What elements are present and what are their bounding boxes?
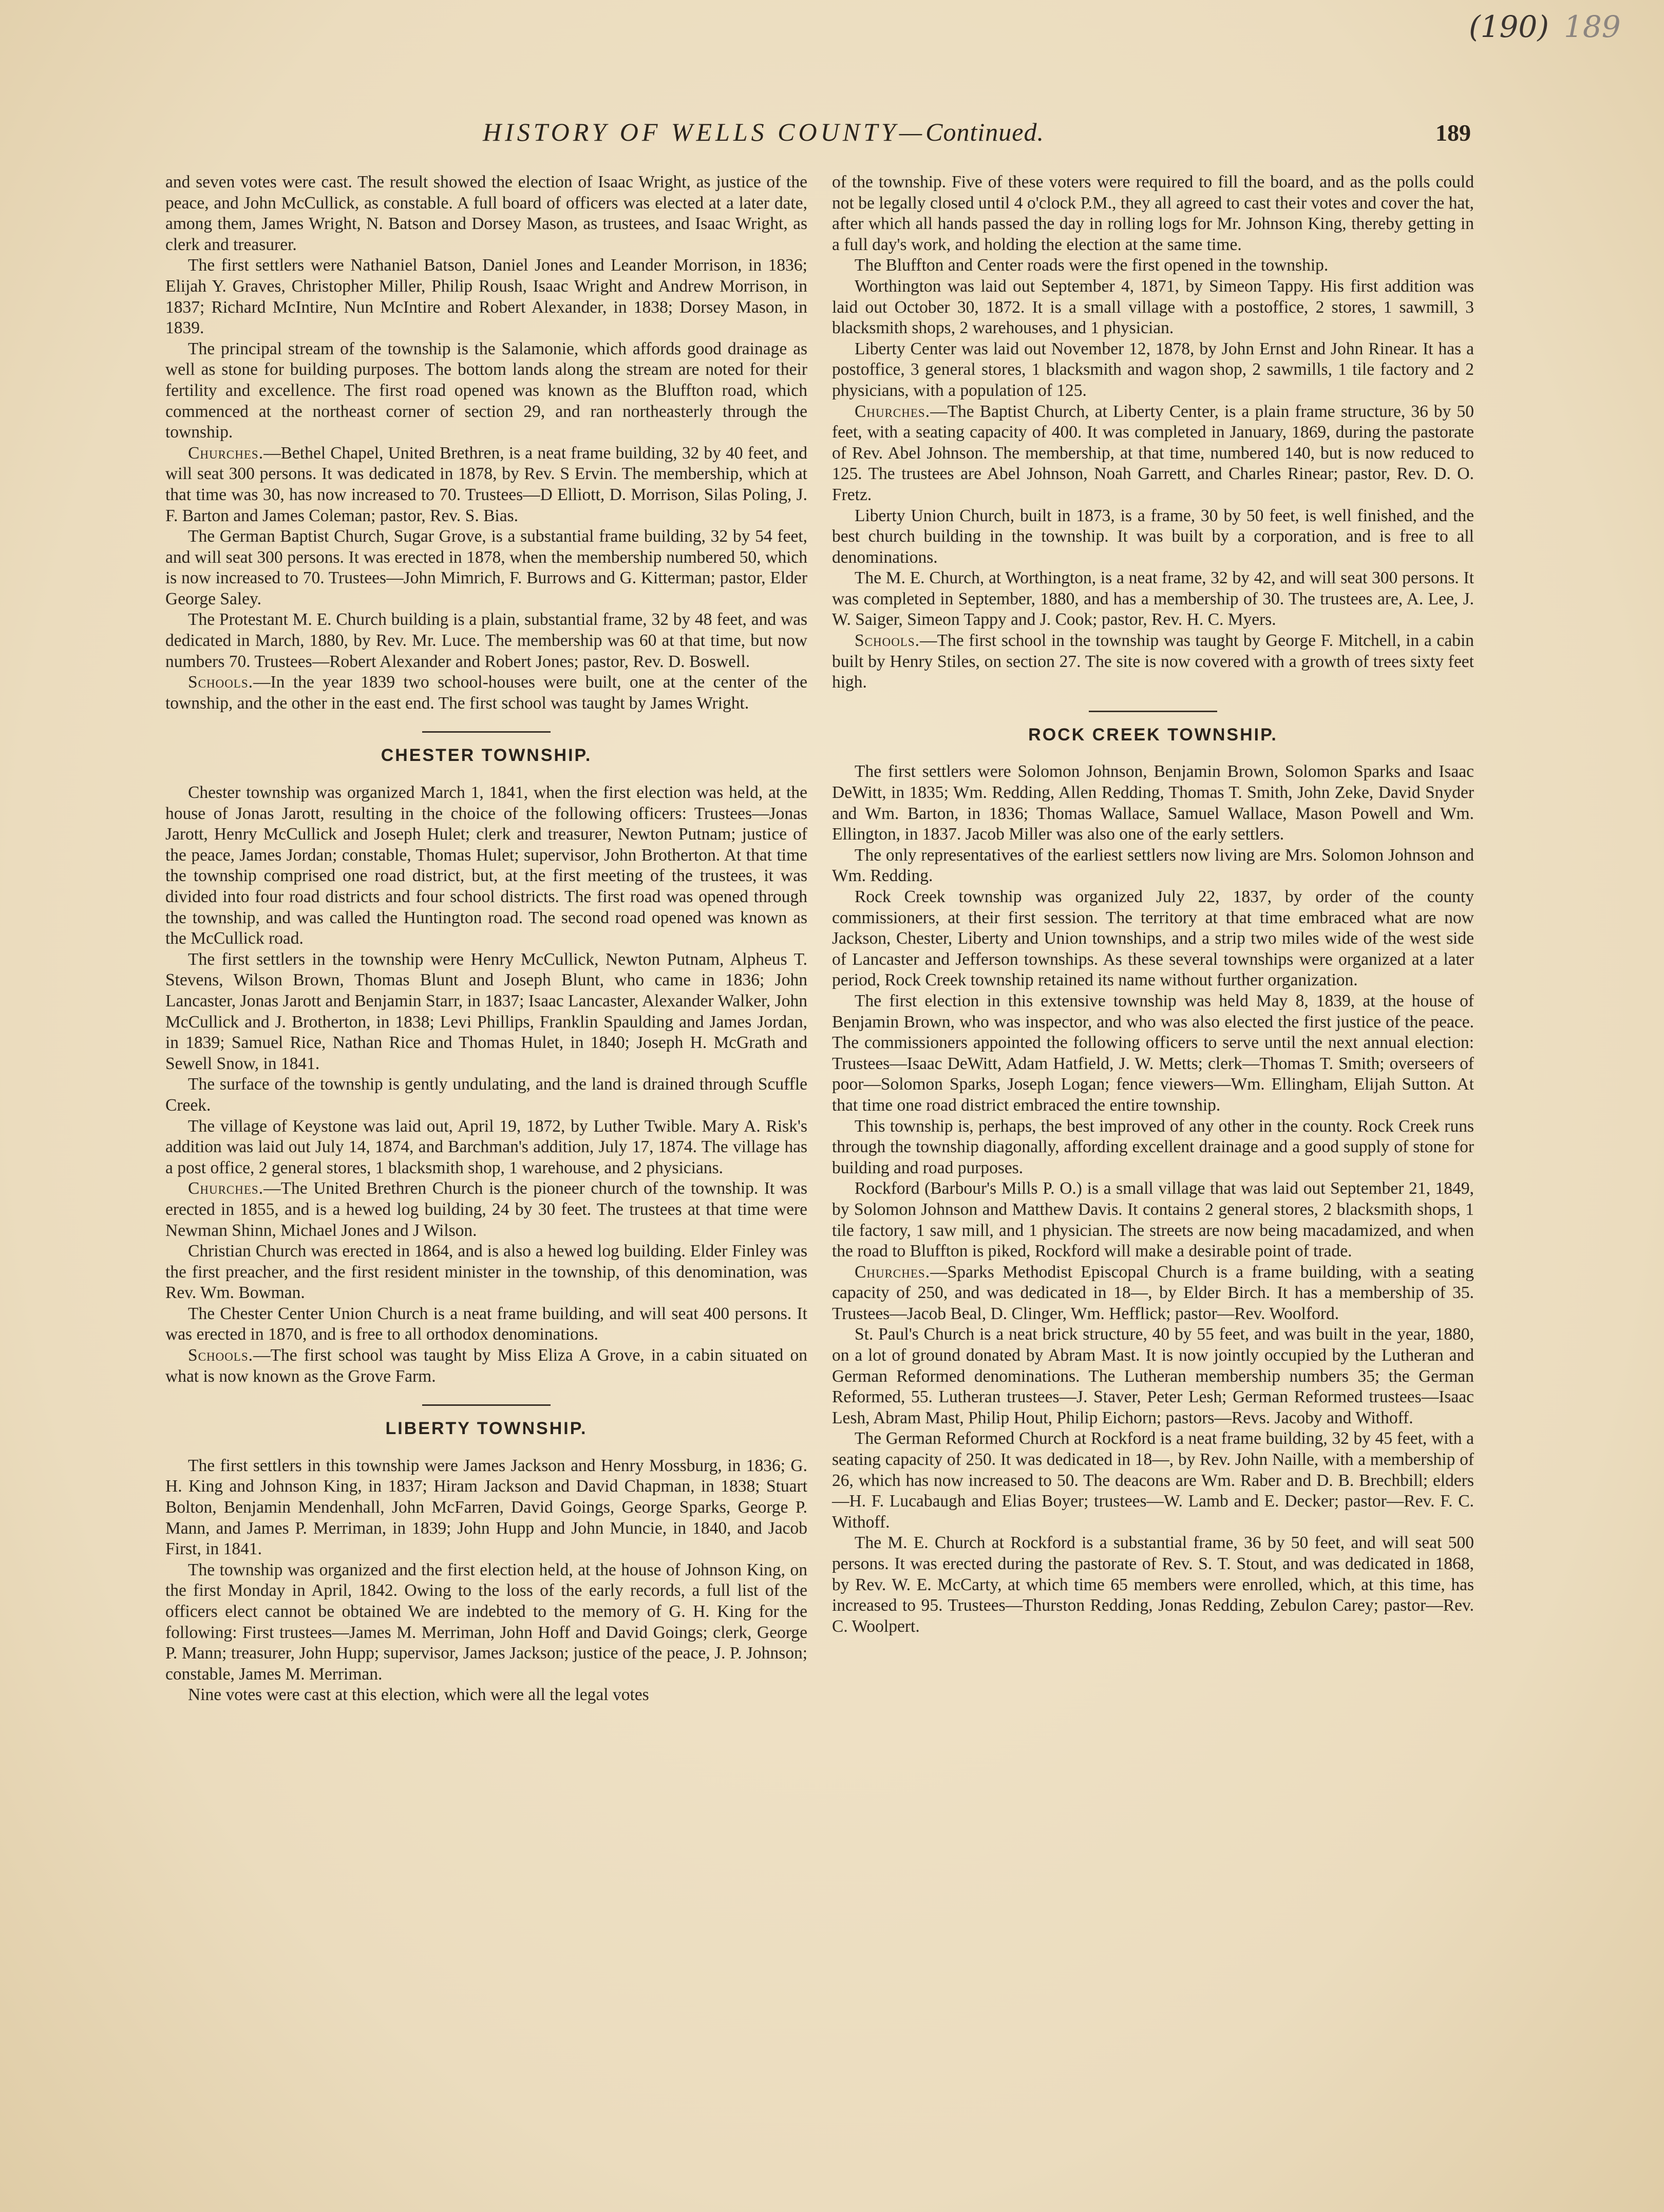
paragraph: The principal stream of the township is the Salamonie, which affords good drainage as well as stone for building purposes. The bottom lands along the stream are noted for their fertility and excellence. The first road opened was known as the Bluffton road, which commenced at the northeast corner of section 29, and ran northeasterly through the township. [165,339,807,442]
section-divider [422,731,551,733]
paragraph: The first settlers in the township were Henry McCullick, Newton Putnam, Alpheus T. Stevens, Wilson Brown, Thomas Blunt and Joseph Blunt, who came in 1836; John Lancaster, Jonas Jarott and Benjamin Starr, in 1837; Isaac Lancaster, Alexander Walker, John McCullick and J. Brotherton, in 1838; Levi Phillips, Franklin Spaulding and James Jordan, in 1839; Samuel Rice, Nathan Rice and Thomas Hulet, in 1840; Joseph H. McGrath and Sewell Snow, in 1841. [165,949,807,1073]
paragraph: The first election in this extensive township was held May 8, 1839, at the house of Benjamin Brown, who was inspector, and who was also elected the first justice of the peace. The commissioners appointed the following officers to serve until the next annual election: Trustees—Isaac DeWitt, Adam Hatfield, J. W. Metts; clerk—Thomas T. Smith; overseers of poor—Solomon Sparks, Joseph Logan; fence viewers—Wm. Ellingham, Elijah Sutton. At that time one road district embraced the entire township. [832,991,1474,1115]
run-in-heading: Churches. [188,1179,264,1198]
paragraph: The village of Keystone was laid out, April 19, 1872, by Luther Twible. Mary A. Risk's addition was laid out July 14, 1874, and Barchman's addition, July 17, 1874. The village has a post office, 2 general stores, 1 blacksmith shop, 1 warehouse, and 2 physicians. [165,1116,807,1177]
paragraph: The first settlers were Solomon Johnson, Benjamin Brown, Solomon Sparks and Isaac DeWitt, in 1835; Wm. Redding, Allen Redding, Thomas T. Smith, John Zeke, David Snyder and Wm. Barton, in 1836; Thomas Wallace, Samuel Wallace, Mason Powell and Wm. Ellington, in 1837. Jacob Miller was also one of the early settlers. [832,762,1474,844]
paragraph: Schools.—The first school was taught by Miss Eliza A Grove, in a cabin situated on what is now known as the Grove Farm. [165,1346,807,1386]
paragraph: The Protestant M. E. Church building is a plain, substantial frame, 32 by 48 feet, and was dedicated in March, 1880, by Rev. Mr. Luce. The membership was 60 at that time, but now numbers 70. Trustees—Robert Alexander and Robert Jones; pastor, Rev. D. Boswell. [165,610,807,671]
paragraph: The first settlers in this township were James Jackson and Henry Mossburg, in 1836; G. H. King and Johnson King, in 1837; Hiram Jackson and David Chapman, in 1838; Stuart Bolton, Benjamin Mendenhall, John McFarren, David Goings, George Sparks, George P. Mann, and James P. Merriman, in 1839; John Hupp and John Muncie, in 1840, and Jacob First, in 1841. [165,1456,807,1559]
paragraph: The surface of the township is gently undulating, and the land is drained through Scuffle Creek. [165,1075,807,1115]
paragraph: Churches.—The United Brethren Church is the pioneer church of the township. It was erected in 1855, and is a hewed log building, 24 by 30 feet. The trustees at that time were Newman Shinn, Michael Jones and J Wilson. [165,1179,807,1240]
section-divider [1089,711,1217,712]
paragraph: The German Baptist Church, Sugar Grove, is a substantial frame building, 32 by 54 feet, and will seat 300 persons. It was erected in 1878, when the membership numbered 50, which is now increased to 70. Trustees—John Mimrich, F. Burrows and G. Kitterman; pastor, Elder George Saley. [165,527,807,608]
pencil-annotation-left: (190) [1469,9,1549,44]
paragraph: The M. E. Church, at Worthington, is a neat frame, 32 by 42, and will seat 300 persons. It was completed in September, 1880, and has a membership of 30. The trustees are, A. Lee, J. W. Saiger, Simeon Tappy and J. Cook; pastor, Rev. H. C. Myers. [832,568,1474,630]
paragraph: Churches.—Sparks Methodist Episcopal Church is a frame building, with a seating capacity of 250, and was dedicated in 18—, by Elder Birch. It has a membership of 35. Trustees—Jacob Beal, D. Clinger, Wm. Hefflick; pastor—Rev. Woolford. [832,1262,1474,1323]
paragraph: Schools.—The first school in the township was taught by George F. Mitchell, in a cabin built by Henry Stiles, on section 27. The site is now covered with a growth of trees sixty feet high. [832,631,1474,692]
paragraph: of the township. Five of these voters were required to fill the board, and as the polls could not be legally closed until 4 o'clock P.M., they all agreed to cast their votes and cover the hat, after which all hands passed the day in rolling logs for Mr. Johnson King, thereby getting in a full day's work, and holding the election at the same time. [832,173,1474,254]
running-header [483,117,1263,147]
paragraph: This township is, perhaps, the best improved of any other in the county. Rock Creek runs through the township diagonally, affording excellent drainage and a good supply of stone for building and road purposes. [832,1116,1474,1177]
pencil-annotation-right: 189 [1564,9,1621,44]
paragraph: The first settlers were Nathaniel Batson, Daniel Jones and Leander Morrison, in 1836; Elijah Y. Graves, Christopher Miller, Philip Roush, Isaac Wright and Andrew Morrison, in 1837; Richard McIntire, Nun McIntire and Robert Alexander, in 1838; Dorsey Mason, in 1839. [165,256,807,338]
paragraph: The M. E. Church at Rockford is a substantial frame, 36 by 50 feet, and will seat 500 persons. It was erected during the pastorate of Rev. S. T. Stout, and was dedicated in 1868, by Rev. W. E. McCarty, at which time 65 members were enrolled, which, at this time, has increased to 95. Trustees—Thurston Redding, Jonas Redding, Zebulon Carey; pastor—Rev. C. Woolpert. [832,1533,1474,1636]
run-in-heading: Churches. [855,1262,931,1282]
paragraph: The township was organized and the first election held, at the house of Johnson King, on the first Monday in April, 1842. Owing to the loss of the early records, a full list of the officers elect cannot be obtained We are indebted to the memory of G. H. King for the following: First trustees—James M. Merriman, John Hoff and David Goings; clerk, George P. Mann; treasurer, John Hupp; supervisor, James Jackson; justice of the peace, J. P. Johnson; constable, James M. Merriman. [165,1560,807,1684]
paragraph: St. Paul's Church is a neat brick structure, 40 by 55 feet, and was built in the year, 1880, on a lot of ground donated by Abram Mast. It is now jointly occupied by the Lutheran and German Reformed denominations. The Lutheran membership numbers 35; the German Reformed, 55. Lutheran trustees—J. Staver, Peter Lesh; German Reformed trustees—Isaac Lesh, Abram Mast, Philip Hout, Philip Eichorn; pastors—Revs. Jacoby and Withoff. [832,1325,1474,1427]
run-in-heading: Churches. [855,402,931,421]
header-continued: Continued. [925,118,1044,146]
paragraph: Rock Creek township was organized July 22, 1837, by order of the county commissioners, at their first session. The territory at that time embraced what are now Jackson, Chester, Liberty and Union townships, and a strip two miles wide of the west side of Lancaster and Jefferson townships. As these several townships were organized at a later period, Rock Creek township retained its name without further organization. [832,887,1474,990]
section-title-chester: CHESTER TOWNSHIP. [381,746,592,766]
section-divider [422,1404,551,1406]
paragraph: Rockford (Barbour's Mills P. O.) is a small village that was laid out September 21, 1849, by Solomon Johnson and Matthew Davis. It contains 2 general stores, 2 blacksmith shops, 1 tile factory, 1 saw mill, and 1 physician. The streets are now being macadamized, and when the road to Bluffton is piked, Rockford will make a desirable point of trade. [832,1179,1474,1261]
paragraph: Churches.—Bethel Chapel, United Brethren, is a neat frame building, 32 by 40 feet, and will seat 300 persons. It was dedicated in 1878, by Rev. S Ervin. The membership, which at that time was 30, has now increased to 70. Trustees—D Elliott, D. Morrison, Silas Poling, J. F. Barton and James Coleman; pastor, Rev. S. Bias. [165,443,807,525]
run-in-heading: Schools. [188,673,254,692]
page-number: 189 [1435,120,1471,146]
section-title-liberty: LIBERTY TOWNSHIP. [385,1419,588,1439]
right-column [832,172,1474,1637]
run-in-heading: Schools. [188,1346,254,1365]
paragraph: Liberty Union Church, built in 1873, is a frame, 30 by 50 feet, is well finished, and the best church building in the township. It was built by a corporation, and is free to all denominations. [832,506,1474,567]
paragraph: Christian Church was erected in 1864, and is also a hewed log building. Elder Finley was the first preacher, and the first resident minister in the township, of this denomination, was Rev. Wm. Bowman. [165,1242,807,1303]
paragraph: and seven votes were cast. The result showed the election of Isaac Wright, as justice of the peace, and John McCullick, as constable. A full board of officers was elected at a later date, among them, James Wright, N. Batson and Dorsey Mason, as trustees, and Isaac Wright, as clerk and treasurer. [165,173,807,254]
paragraph: Chester township was organized March 1, 1841, when the first election was held, at the house of Jonas Jarott, resulting in the choice of the following officers: Trustees—Jonas Jarott, Henry McCullick and Joseph Hulet; clerk and treasurer, Newton Putnam; justice of the peace, James Jordan; constable, Thomas Hulet; supervisor, John Brotherton. At that time the township comprised one road district, but, at the first meeting of the trustees, it was divided into four road districts and four school districts. The first road was opened through the township, and was called the Huntington road. The second road opened was known as the McCullick road. [165,783,807,948]
paragraph: Liberty Center was laid out November 12, 1878, by John Ernst and John Rinear. It has a postoffice, 3 general stores, 1 blacksmith and wagon shop, 2 sawmills, 1 tile factory and 2 physicians, with a population of 125. [832,339,1474,400]
paragraph: The Chester Center Union Church is a neat frame building, and will seat 400 persons. It was erected in 1870, and is free to all orthodox denominations. [165,1304,807,1344]
paragraph: The only representatives of the earliest settlers now living are Mrs. Solomon Johnson and Wm. Redding. [832,845,1474,886]
paragraph: The German Reformed Church at Rockford is a neat frame building, 32 by 45 feet, with a seating capacity of 250. It was dedicated in 18—, by Rev. John Naille, with a membership of 26, which has now increased to 50. The deacons are Wm. Raber and D. B. Brechbill; elders—H. F. Lucabaugh and Elias Boyer; trustees—W. Lamb and E. Decker; pastor—Rev. F. C. Withoff. [832,1429,1474,1532]
paragraph: The Bluffton and Center roads were the first opened in the township. [855,256,1329,275]
paragraph: Churches.—The Baptist Church, at Liberty Center, is a plain frame structure, 36 by 50 feet, with a seating capacity of 400. It was completed in January, 1869, during the pastorate of Rev. Abel Johnson. The membership, at that time, numbered 140, but is now reduced to 125. The trustees are Abel Johnson, Noah Garrett, and Charles Rinear; pastor, Rev. D. O. Fretz. [832,402,1474,504]
header-title: HISTORY OF WELLS COUNTY— [483,118,926,146]
left-column [165,172,807,1706]
paragraph: Nine votes were cast at this election, which were all the legal votes [188,1685,649,1705]
run-in-heading: Schools. [855,631,920,651]
paragraph: Schools.—In the year 1839 two school-houses were built, one at the center of the township, and the other in the east end. The first school was taught by James Wright. [165,673,807,713]
paragraph: Worthington was laid out September 4, 1871, by Simeon Tappy. His first addition was laid out October 30, 1872. It is a small village with a postoffice, 2 stores, 1 sawmill, 3 blacksmith shops, 2 warehouses, and 1 physician. [832,276,1474,338]
section-title-rock-creek: ROCK CREEK TOWNSHIP. [1028,724,1278,745]
run-in-heading: Churches. [188,443,264,463]
